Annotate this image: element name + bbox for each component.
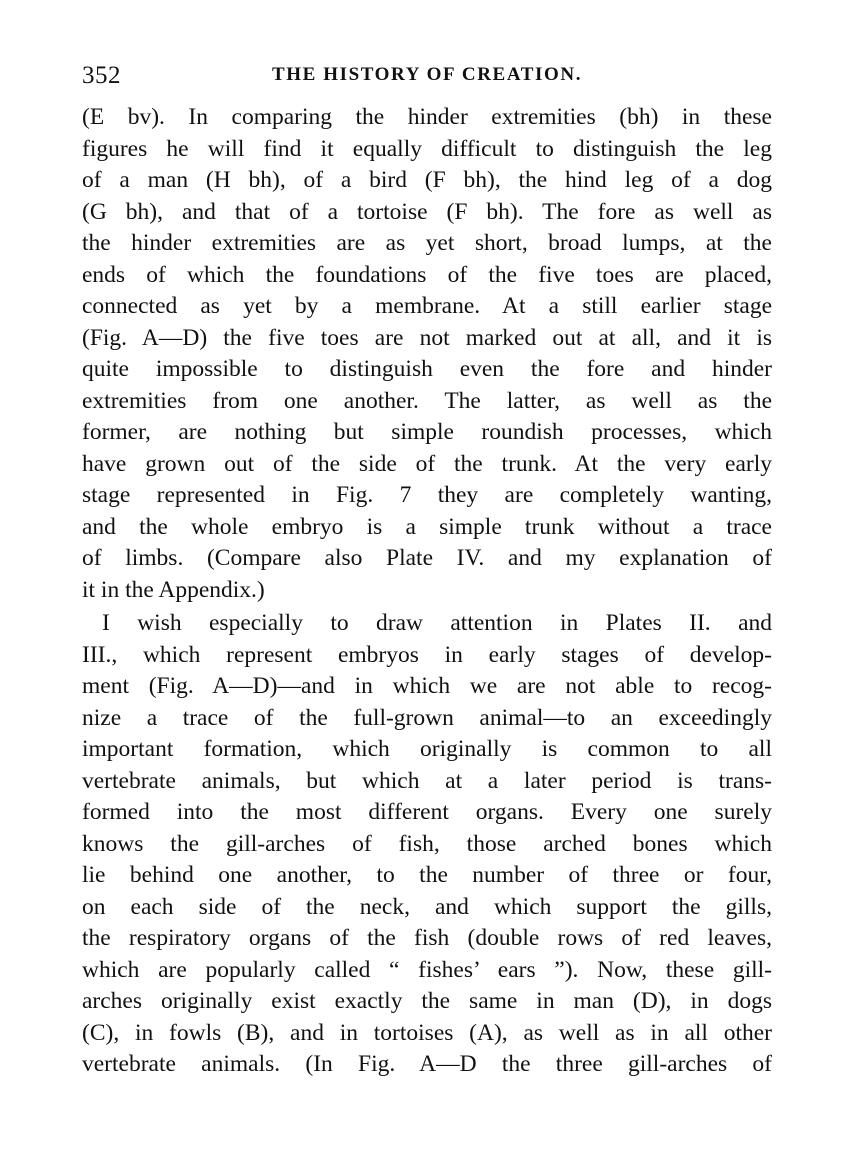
text-line: vertebrate animals. (In Fig. A—D the three gill-arches of [82,1051,772,1077]
text-line: nize a trace of the full-grown animal—to an exceedingly [82,704,772,731]
text-line: it in the Appendix.) [82,576,265,603]
text-line: the respiratory organs of the fish (double rows of red leaves, [82,925,772,951]
text-line: ends of which the foundations of the five toes are placed, [82,261,772,288]
text-line: (Fig. A—D) the five toes are not marked out at all, and it is [82,324,772,351]
text-line: vertebrate animals, but which at a later period is trans- [82,767,772,794]
running-title: THE HISTORY OF CREATION. [271,64,583,85]
text-line: (E bv). In comparing the hinder extremities (bh) in these [82,104,772,130]
text-line: extremities from one another. The latter, as well as the [82,387,772,414]
text-line: arches originally exist exactly the same in man (D), in dogs [82,988,772,1014]
text-line: III., which represent embryos in early stages of develop- [82,641,772,668]
text-line: important formation, which originally is common to all [82,736,772,762]
page-number: 352 [82,62,121,89]
text-line: of a man (H bh), of a bird (F bh), the hind leg of a dog [82,167,772,193]
text-line: knows the gill-arches of fish, those arched bones which [82,830,772,857]
text-line: former, are nothing but simple roundish processes, which [82,419,772,445]
text-line: the hinder extremities are as yet short, broad lumps, at the [82,230,772,256]
text-line: I wish especially to draw attention in Plates II. and [102,610,772,636]
text-line: of limbs. (Compare also Plate IV. and my explanation of [82,545,772,571]
body-text [82,102,772,1081]
paragraph [82,102,772,606]
text-line: have grown out of the side of the trunk. At the very early [82,450,772,477]
text-line: figures he will find it equally difficult to distinguish the leg [82,135,772,162]
paragraph [82,608,772,1081]
text-line: ment (Fig. A—D)—and in which we are not able to recog- [82,673,772,699]
text-line: formed into the most different organs. Every one surely [82,799,772,825]
text-line: quite impossible to distinguish even the fore and hinder [82,356,772,382]
text-line: on each side of the neck, and which support the gills, [82,893,772,920]
text-line: connected as yet by a membrane. At a still earlier stage [82,293,772,319]
text-line: (C), in fowls (B), and in tortoises (A), as well as in all other [82,1019,772,1046]
text-line: stage represented in Fig. 7 they are completely wanting, [82,482,772,508]
text-line: (G bh), and that of a tortoise (F bh). The fore as well as [82,198,772,225]
text-line: and the whole embryo is a simple trunk without a trace [82,513,772,540]
page-header [82,52,772,92]
text-line: which are popularly called “ fishes’ ears ”). Now, these gill- [82,956,772,983]
text-line: lie behind one another, to the number of three or four, [82,862,772,888]
